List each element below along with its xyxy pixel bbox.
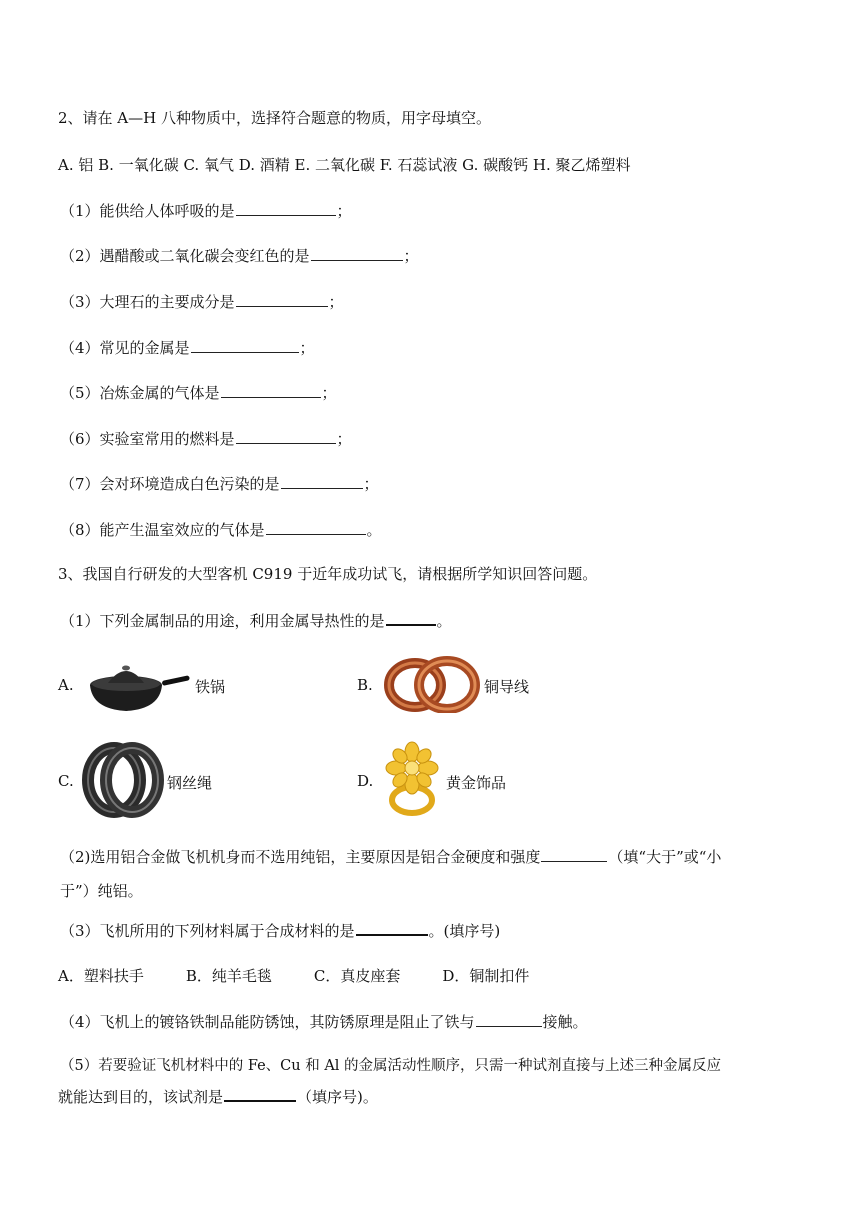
option-c-letter: C. xyxy=(58,772,74,790)
q3-option-d: D．铜制扣件 xyxy=(442,967,530,985)
answer-blank-2[interactable] xyxy=(311,246,403,261)
answer-blank-4[interactable] xyxy=(191,338,299,353)
answer-blank-q3-3[interactable] xyxy=(356,920,428,936)
q3-part-1-text: （1）下列金属制品的用途，利用金属导热性的是 xyxy=(60,612,385,630)
q3-part-1-end: 。 xyxy=(436,612,452,630)
q2-item-5 xyxy=(60,383,337,403)
q3-part-3-end: 。(填序号) xyxy=(428,922,501,940)
q3-option-a: A．塑料扶手 xyxy=(58,967,144,985)
q3-title: 3、我国自行研发的大型客机 C919 于近年成功试飞，请根据所学知识回答问题。 xyxy=(58,565,598,583)
q3-part-5-end: （填序号)。 xyxy=(297,1088,378,1106)
q3-option-c: C．真皮座套 xyxy=(313,967,401,985)
answer-blank-q3-1[interactable] xyxy=(386,610,436,626)
q2-item-1 xyxy=(60,201,352,221)
answer-blank-q3-5[interactable] xyxy=(224,1086,296,1102)
q2-item-6-end: ； xyxy=(336,430,352,448)
q3-part-2-end: （填“大于”或“小 xyxy=(608,848,722,866)
q2-item-1-end: ； xyxy=(336,202,352,220)
q2-item-7-end: ； xyxy=(363,475,379,493)
copper-wire-icon xyxy=(383,655,481,713)
q3-part-4-end: 接触。 xyxy=(542,1013,588,1031)
answer-blank-5[interactable] xyxy=(221,383,321,398)
q3-part-5-line-2 xyxy=(58,1086,378,1107)
q2-item-6-text: （6）实验室常用的燃料是 xyxy=(60,430,235,448)
q3-part-5-line-1: （5）若要验证飞机材料中的 Fe、Cu 和 Al 的金属活动性顺序，只需一种试剂直接与上述三种金属反应 xyxy=(60,1058,722,1074)
q2-item-7-text: （7）会对环境造成白色污染的是 xyxy=(60,475,280,493)
answer-blank-1[interactable] xyxy=(236,201,336,216)
q2-title: 2、请在 A—H 八种物质中，选择符合题意的物质，用字母填空。 xyxy=(58,109,491,127)
answer-blank-8[interactable] xyxy=(266,520,366,535)
q3-part-5-text: 就能达到目的，该试剂是 xyxy=(58,1088,224,1106)
q2-item-7 xyxy=(60,474,379,494)
option-c-label: 钢丝绳 xyxy=(167,774,213,792)
q3-part-2-text: （2)选用铝合金做飞机机身而不选用纯铝，主要原因是铝合金硬度和强度 xyxy=(60,848,541,866)
q2-item-5-text: （5）冶炼金属的气体是 xyxy=(60,384,220,402)
q3-part-2-line-2: 于”）纯铝。 xyxy=(60,882,143,900)
q2-item-4-text: （4）常见的金属是 xyxy=(60,339,190,357)
q3-part-3-options xyxy=(58,966,529,986)
q3-part-4-text: （4）飞机上的镀铬铁制品能防锈蚀，其防锈原理是阻止了铁与 xyxy=(60,1013,475,1031)
q2-item-3 xyxy=(60,292,344,312)
option-d-label: 黄金饰品 xyxy=(446,774,507,792)
q2-item-2-text: （2）遇醋酸或二氧化碳会变红色的是 xyxy=(60,247,310,265)
q2-item-1-text: （1）能供给人体呼吸的是 xyxy=(60,202,235,220)
gold-ring-icon xyxy=(380,740,444,818)
q2-item-5-end: ； xyxy=(321,384,337,402)
answer-blank-6[interactable] xyxy=(236,429,336,444)
option-a-label: 铁锅 xyxy=(195,678,226,696)
answer-blank-3[interactable] xyxy=(236,292,328,307)
q2-item-3-end: ； xyxy=(328,293,344,311)
option-d-letter: D. xyxy=(357,772,374,790)
q2-item-2-end: ； xyxy=(403,247,419,265)
q2-item-8-text: （8）能产生温室效应的气体是 xyxy=(60,521,265,539)
steel-wire-icon xyxy=(82,742,164,818)
q3-part-2-line-1 xyxy=(60,847,721,867)
q2-item-4 xyxy=(60,338,315,358)
q3-part-1 xyxy=(60,610,452,631)
answer-blank-q3-2[interactable] xyxy=(541,847,607,862)
q2-item-6 xyxy=(60,429,352,449)
answer-blank-7[interactable] xyxy=(281,474,363,489)
q3-part-3 xyxy=(60,920,500,941)
q2-item-4-end: ； xyxy=(299,339,315,357)
q3-part-4 xyxy=(60,1012,588,1032)
q2-item-8-end: 。 xyxy=(366,521,382,539)
answer-blank-q3-4[interactable] xyxy=(476,1012,542,1027)
q3-option-b: B．纯羊毛毯 xyxy=(185,967,272,985)
q2-item-8 xyxy=(60,520,382,540)
option-b-letter: B. xyxy=(357,676,373,694)
option-b-label: 铜导线 xyxy=(484,678,530,696)
wok-icon xyxy=(82,655,192,715)
q2-item-2 xyxy=(60,246,419,266)
q2-options: A. 铝 B. 一氧化碳 C. 氧气 D. 酒精 E. 二氧化碳 F. 石蕊试液 G. 碳酸钙 H. 聚乙烯塑料 xyxy=(58,156,631,174)
option-a-letter: A. xyxy=(58,676,74,694)
q3-part-3-text: （3）飞机所用的下列材料属于合成材料的是 xyxy=(60,922,355,940)
q2-item-3-text: （3）大理石的主要成分是 xyxy=(60,293,235,311)
